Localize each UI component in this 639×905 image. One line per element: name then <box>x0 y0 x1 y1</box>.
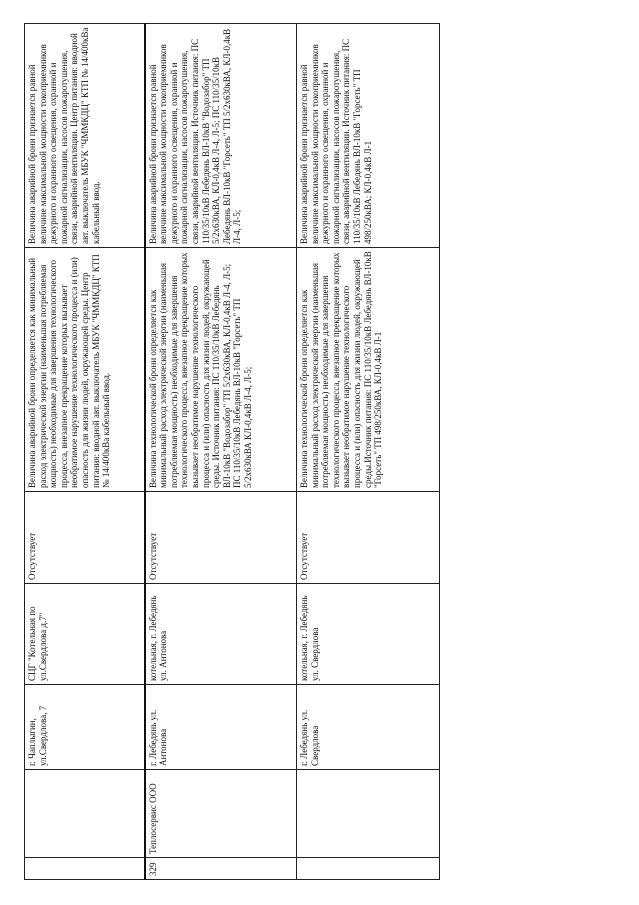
organization-cell: Теплосервис ООО <box>145 770 297 858</box>
object-cell: котельная, г. Лебедянь ул. Антонова <box>145 584 297 685</box>
address-cell: г. Лебедянь ул. Антонова <box>145 685 297 770</box>
tech-armor-cell: Отсутствует <box>145 492 297 584</box>
emergency-armor-cell: Величина технологической брони определяется как минимальный расход электрической энергии (наименьшая потребляемая мощность) необходимые для завершения технологического процесса, внезапное прекращение которых вызывает необратимое нарушение технологического процесса и (или) опасность для жизни людей, окружающей среды. Источник питания: ПС 110/35/10кВ Лебедянь ВЛ-10кВ "Водозабор" ТП 5/2х630кВА, КЛ-0,4кВ Л-4, Л-5; ПС 110/35/10кВ Лебедянь ВЛ-10кВ "Горсеть" ТП 5/2х630кВА КЛ-0,4кВ Л-4, Л-5; <box>145 248 297 492</box>
tech-armor-cell: Отсутствует <box>25 492 145 584</box>
table-row <box>297 24 440 880</box>
row-number-cell <box>297 858 440 880</box>
row-number-cell: 329 <box>145 858 297 880</box>
note-cell: Величина аварийной брони признается равной величине максимальной мощности токоприемников дежурного и охранного освещения, охранной и пожарной сигнализации, насосов пожаротушения, связи, аварийной вентиляции. Центр питания: вводной авт. выключатель МБУК "ЧММКДЦ" КТП № 14/400кВа кабельный ввод. <box>25 24 145 248</box>
row-number-cell <box>25 858 145 880</box>
note-cell: Величина аварийной брони признается равной величине максимальной мощности токоприемников дежурного и охранного освещения, охранной и пожарной сигнализации, насосов пожаротушения, связи, аварийной вентиляции. Источник питания: ПС 110/35/10кВ Лебедянь ВЛ-10кВ "Водозабор" ТП 5/2х630кВА, КЛ-0,4кВ Л-4, Л-5; ПС 110/35/10кВ Лебедянь ВЛ-10кВ "Горсеть" ТП 5/2х630кВА, КЛ-0,4кВ Л-4, Л-5; <box>145 24 297 248</box>
object-cell: СЦГ "Котельная по ул.Свердлова д.7" <box>25 584 145 685</box>
address-cell: г. Чаплыгин, ул.Свердлова, 7 <box>25 685 145 770</box>
rotated-table-container <box>24 24 439 880</box>
address-cell: г. Лебедянь ул. Свердлова <box>297 685 440 770</box>
table-row <box>25 24 145 880</box>
table-row <box>145 24 297 880</box>
tech-armor-cell: Отсутствует <box>297 492 440 584</box>
power-armor-table <box>24 23 440 880</box>
organization-cell <box>297 770 440 858</box>
emergency-armor-cell: Величина технологической брони определяется как минимальный расход электрической энергии (наименьшая потребляемая мощность) необходимые для завершения технологического процесса, внезапное прекращение которых вызывает необратимое нарушение технологического процесса и (или) опасность для жизни людей, окружающей среды.Источник питания: ПС 110/35/10кВ Лебедянь ВЛ-10кВ "Горсеть" ТП 498/250кВА, КЛ-0,4кВ Л-1 <box>297 248 440 492</box>
emergency-armor-cell: Величина аварийной брони определяется как минимальный расход электрической энергии (наименьшая потребляемая мощность) необходимые для завершения технологического процесса, внезапное прекращение которых вызывает необратимое нарушение технологического процесса и (или) опасность для жизни людей, окружающей среды. Центр питания: вводной авт. выключатель МБУК "ЧММКДЦ" КТП № 14/400кВа кабельный ввод. <box>25 248 145 492</box>
object-cell: котельная, г. Лебедянь ул. Свердлова <box>297 584 440 685</box>
note-cell: Величина аварийной брони признается равной величине максимальной мощности токоприемников дежурного и охранного освещения, охранной и пожарной сигнализации, насосов пожаротушения, связи, аварийной вентиляции. Источник питания: ПС 110/35/10кВ Лебедянь ВЛ-10кВ "Горсеть" ТП 498/250кВА; КЛ-0,4кВ Л-1 <box>297 24 440 248</box>
organization-cell <box>25 770 145 858</box>
